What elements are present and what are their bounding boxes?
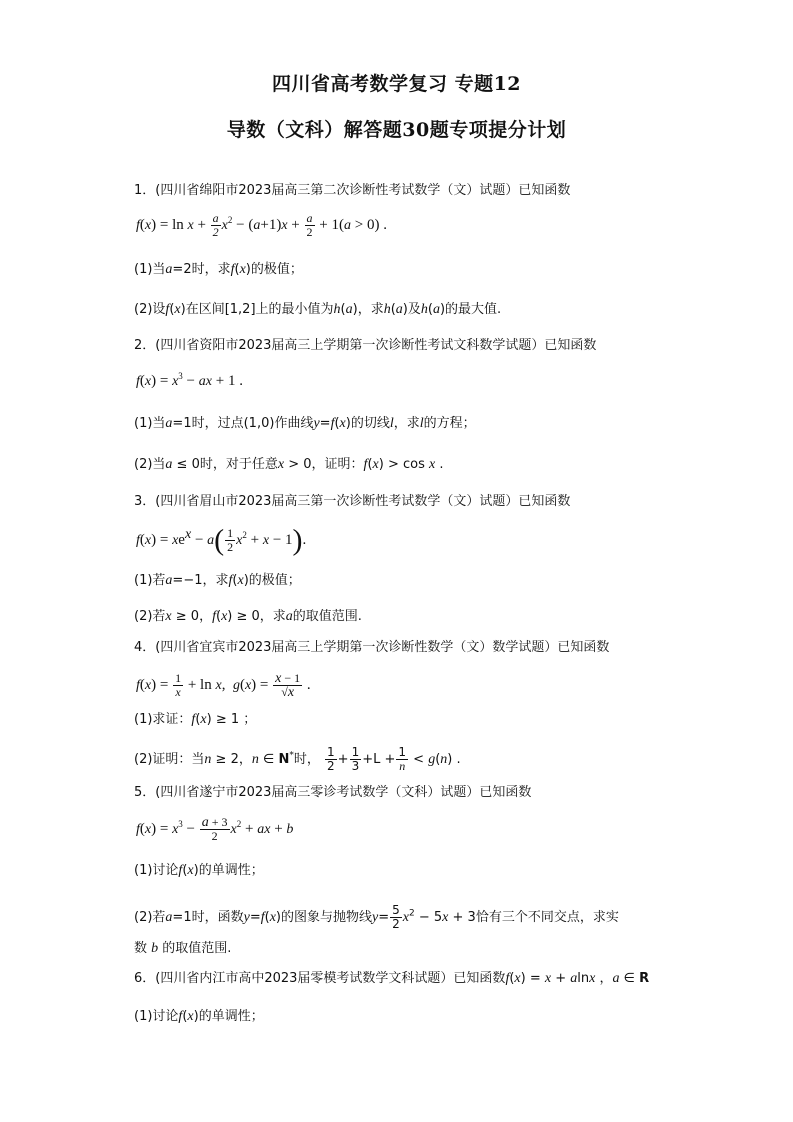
q3-p2-c: ，求 [259,609,286,624]
q5-part2: (2)若a=1时，函数y=f(x)的图象与抛物线y= $\frac{5}{2}$ $x^2 - 5x + 3$恰有三个不同交点，求实 [134,903,619,931]
q3-p1-b: ，求 [202,573,229,588]
q1-part1: (1)当a=2时，求f(x)的极值； [134,262,303,277]
q6-p1-a: (1)讨论 [134,1009,179,1024]
q6-stem-line: 6．(四川省内江市高中2023届零模考试数学文科试题）已知函数f(x) = x + alnx ，a ∈ R [134,971,650,986]
page-title: 四川省高考数学复习 专题12 [271,73,522,95]
q1-stem: 1．(四川省绵阳市2023届高三第二次诊断性考试数学（文）试题）已知函数 [134,183,571,198]
q5-p1-b: 的单调性； [198,863,264,878]
q3-p1-c: 的极值； [248,573,301,588]
q3-part2: (2)若x ≥ 0，f(x) ≥ 0，求a的取值范围. [134,609,362,624]
q2-p2-a: (2)当 [134,457,166,472]
q4-p2-c: 时， [293,752,320,767]
q1-p1-b: 时，求 [191,262,231,277]
q2-p1-b: 时，过点 [191,416,244,431]
q4-part1: (1)求证：f(x) ≥ 1 ； [134,712,257,727]
q4-part2: (2)证明：当n ≥ 2，n ∈ N*时， $\frac{1}{2}$ + $\frac{1}{3}$ +L + $\frac{1}{n}$ < g(n) . [134,745,461,773]
q5-p2-a: (2)若 [134,910,166,925]
q3-formula: $f(x) = xe^x - a$( $\frac{1}{2}$ $x^2 + x - 1$). [136,523,307,557]
q1-p2-b: 在区间 [185,302,225,317]
q5-p2-e: 数 [134,941,148,956]
q5-p1-a: (1)讨论 [134,863,179,878]
q1-p2-a: (2)设 [134,302,166,317]
q1-p2-d: ，求 [357,302,384,317]
q2-p2-b: 时，对于任意 [199,457,278,472]
q2-p1-d: 的切线 [350,416,390,431]
q3-p2-b: ， [199,609,213,624]
q4-formula: f(x) = $\frac{1}{x}$ + ln x, g(x) = $\frac{x - 1}{√x}$ . [136,671,311,700]
q5-formula: $f(x) = x^3$ − $\frac{a + 3}{2}$ $x^2$ + ax + b [136,815,294,843]
q2-part1: (1)当a=1时，过点(1,0)作曲线y=f(x)的切线l，求l的方程； [134,416,476,431]
q1-part2: (2)设f(x)在区间[1,2]上的最小值为h(a)，求h(a)及h(a)的最大值. [134,302,502,317]
q3-p2-a: (2)若 [134,609,166,624]
q2-p1-e: ，求 [393,416,420,431]
q5-p2-b: 时，函数 [191,910,244,925]
q2-p1-a: (1)当 [134,416,166,431]
q1-p1-c: 的极值； [250,262,303,277]
q3-p1-a: (1)若 [134,573,166,588]
q4-p2-a: (2)证明：当 [134,752,205,767]
q3-stem: 3．(四川省眉山市2023届高三第一次诊断性考试数学（文）试题）已知函数 [134,494,571,509]
q5-stem: 5．(四川省遂宁市2023届高三零诊考试数学（文科）试题）已知函数 [134,785,532,800]
q2-p2-c: ，证明： [311,457,364,472]
q5-p2-f: 的取值范围. [162,941,232,956]
q6-p1-b: 的单调性； [198,1009,264,1024]
q5-part2-cont: 数 b 的取值范围. [134,941,232,956]
q2-p1-c: 作曲线 [274,416,314,431]
q1-p2-f: 的最大值. [445,302,502,317]
q4-stem: 4．(四川省宜宾市2023届高三上学期第一次诊断性数学（文）数学试题）已知函数 [134,640,610,655]
q6-stem: 6．(四川省内江市高中2023届零模考试数学文科试题）已知函数 [134,971,506,986]
q3-p2-d: 的取值范围. [292,609,362,624]
q2-p1-f: 的方程； [423,416,476,431]
page-subtitle: 导数（文科）解答题30题专项提分计划 [226,119,567,141]
q1-p2-e: 及 [407,302,421,317]
q1-p1-a: (1)当 [134,262,166,277]
q6-part1: (1)讨论f(x)的单调性； [134,1009,264,1024]
q5-p2-d: 恰有三个不同交点，求实 [475,910,619,925]
q2-part2: (2)当a ≤ 0时，对于任意x > 0，证明：f(x) > cos x . [134,457,444,472]
q5-part1: (1)讨论f(x)的单调性； [134,863,264,878]
q5-p2-c: 的图象与抛物线 [281,910,373,925]
q3-part1: (1)若a=−1，求f(x)的极值； [134,573,301,588]
q4-p2-b: ， [238,752,252,767]
q1-p2-c: 上的最小值为 [255,302,334,317]
q2-formula: $f(x) = x^3$ − ax + 1 . [136,371,243,389]
q2-stem: 2．(四川省资阳市2023届高三上学期第一次诊断性考试文科数学试题）已知函数 [134,338,597,353]
q1-formula: f(x) = ln x + $\frac{a}{2}$ $x^2 - (a+1)x$ + $\frac{a}{2}$ + 1(a > 0) . [136,211,387,239]
q4-p1-a: (1)求证： [134,712,192,727]
